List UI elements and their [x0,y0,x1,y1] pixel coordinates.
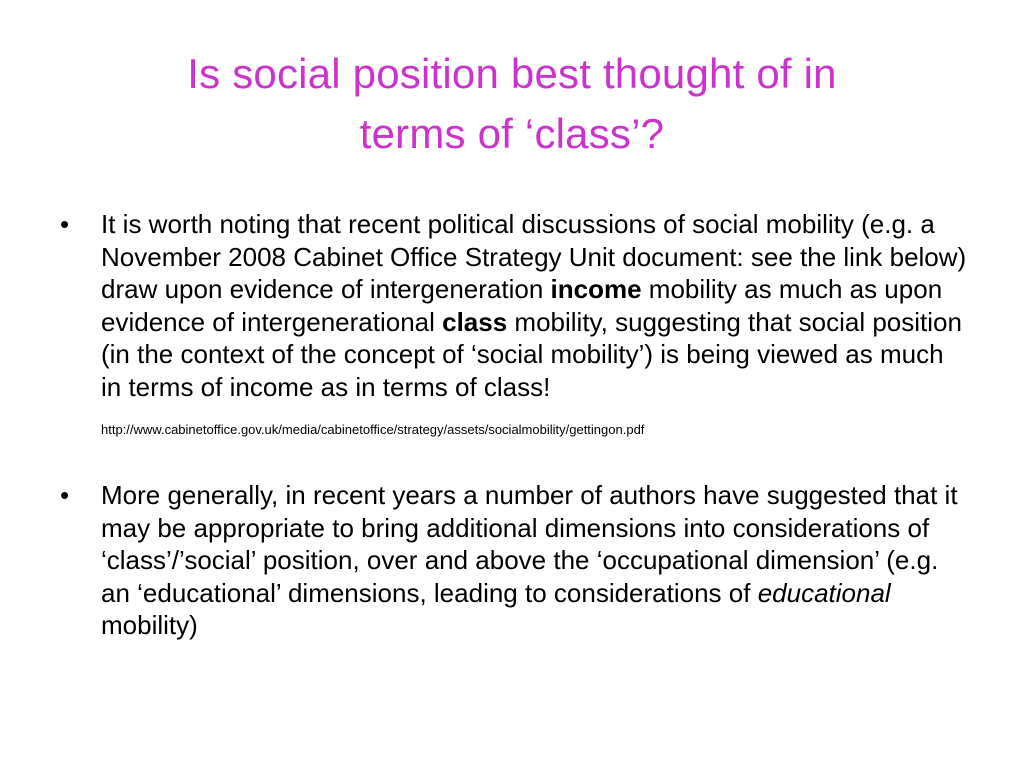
bullet-text [101,209,966,402]
slide-title-line-2: terms of ‘class’? [359,110,665,157]
bullet-dot: • [60,209,70,239]
bold-income-text: income [550,274,642,304]
bullet-list [60,208,970,642]
bullet-text-part: It is worth noting that recent political discussions of social mobility (e.g. a November 2008 Cabinet Office Strategy Unit document: see the link below) draw upon evidence of intergeneration [101,209,967,304]
bullet-item-income-class [60,208,970,439]
bullet-text-part: mobility, suggesting that social position (in the context of the concept of ‘social mobility’) is being viewed as much in terms of income as in terms of class! [101,306,962,402]
slide-title-line-1: Is social position best thought of in [187,50,837,97]
bullet-text-part: mobility) [101,610,198,640]
bullet-text-part: mobility as much as upon evidence of intergenerational [101,274,943,337]
slide-title [60,44,964,164]
bullet-text-part: More generally, in recent years a number of authors have suggested that it may be appropriate to bring additional dimensions into considerations of ‘class’/’social’ position, over and above the ‘occupational dimension’ (e.g. an ‘educational’ dimensions, leading to considerations of [101,480,958,608]
bold-class-text: class [442,306,508,337]
bullet-item-additional-dimensions [60,479,970,642]
bullet-dot: • [60,480,70,510]
bullet-text [101,480,958,640]
italic-educational-text: educational [757,577,891,608]
cabinet-office-link[interactable]: http://www.cabinetoffice.gov.uk/media/cabinetoffice/strategy/assets/socialmobility/gettingon.pdf [101,422,645,437]
